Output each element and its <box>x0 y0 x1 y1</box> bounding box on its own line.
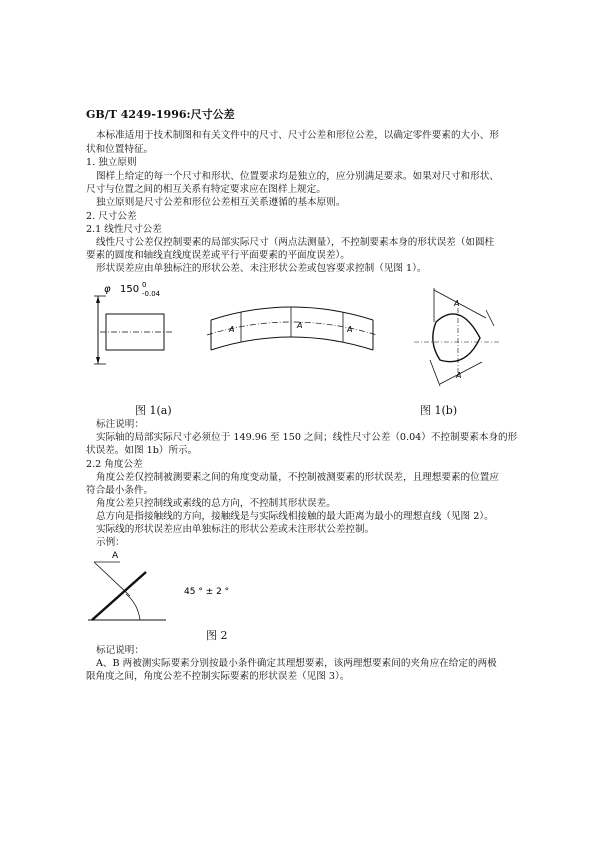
intro-line-1: 本标准适用于技术制图和有关文件中的尺寸、尺寸公差和形位公差，以确定零件要素的大小、形 <box>96 130 499 141</box>
section-1-line-2: 尺寸与位置之间的相互关系有特定要求应在图样上规定。 <box>86 184 326 195</box>
fig2-angle-arc <box>126 594 140 620</box>
intro-line-2: 状和位置特征。 <box>86 144 154 155</box>
fig1b-ext-2 <box>486 310 494 326</box>
section-2-2-line-3: 角度公差只控制线或素线的总方向，不控制其形状误差。 <box>96 498 336 509</box>
section-2-2-heading: 2.2 角度公差 <box>86 459 143 470</box>
figure-1a-dimension <box>90 276 200 376</box>
section-2-2-line-1: 角度公差仅控制被测要素之间的角度变动量，不控制被测要素的形状误差，且理想要素的位置应 <box>96 472 499 483</box>
document-title: GB/T 4249-1996:尺寸公差 <box>86 108 235 121</box>
note-1-line-2: 状误差。如图 1b）所示。 <box>86 445 198 456</box>
figure-1b-lobed-section <box>400 282 510 392</box>
section-2-1-line-2: 要素的圆度和轴线直线度误差或平行平面要素的平面度误差）。 <box>86 250 350 261</box>
fig1b-lobed-outline <box>433 314 480 362</box>
fig1a-dim-symbol: φ <box>104 284 111 295</box>
section-1-heading: 1. 独立原则 <box>86 157 137 168</box>
note-1-heading: 标注说明： <box>96 419 144 430</box>
figure-2-angle <box>86 546 286 626</box>
section-2-1-line-3: 形状误差应由单独标注的形状公差、未注形状公差或包容要求控制（见图 1）。 <box>96 263 427 274</box>
fig2-measured-line <box>92 572 146 620</box>
fig1a-bar-top-edge <box>211 307 373 320</box>
fig2-angle-text: 45 ° ± 2 ° <box>184 587 230 597</box>
section-2-heading: 2. 尺寸公差 <box>86 211 137 222</box>
fig1b-ext-3 <box>430 360 440 386</box>
note-2-heading: 标记说明： <box>96 645 144 656</box>
fig1a-tol-upper: 0 <box>142 281 147 289</box>
fig1b-label-a-2: A <box>456 371 462 380</box>
fig1b-label-a-1: A <box>454 299 460 308</box>
section-2-1-line-1: 线性尺寸公差仅控制要素的局部实际尺寸（两点法测量），不控制要素本身的形状误差（如圆柱 <box>96 237 495 248</box>
example-label: 示例： <box>96 537 125 548</box>
section-2-1-heading: 2.1 线性尺寸公差 <box>86 224 162 235</box>
fig1a-bar-bottom-edge <box>211 337 373 350</box>
note-2-line-2: 限角度之间，角度公差不控制实际要素的形状误差（见图 3）。 <box>86 671 350 682</box>
fig1a-dim-value: 150 <box>120 284 140 295</box>
fig1a-tol-lower: -0.04 <box>142 290 161 298</box>
fig1a-label-a-2: A <box>297 321 303 330</box>
section-1-line-1: 图样上给定的每一个尺寸和形状、位置要求均是独立的，应分别满足要求。如果对尺寸和形状、 <box>96 171 499 182</box>
fig1a-arrow-bottom <box>96 357 100 364</box>
figure-2-caption: 图 2 <box>206 629 228 642</box>
section-2-2-line-4: 总方向是指接触线的方向，接触线是与实际线相接触的最大距离为最小的理想直线（见图 2）。 <box>96 511 494 522</box>
figure-1b-caption: 图 1(b) <box>420 404 458 417</box>
fig1a-label-a-1: A <box>229 325 235 334</box>
section-1-line-3: 独立原则是尺寸公差和形位公差相互关系遵循的基本原则。 <box>96 197 346 208</box>
fig1a-arrow-top <box>96 296 100 303</box>
note-1-line-1: 实际轴的局部实际尺寸必须位于 149.96 至 150 之间；线性尺寸公差（0.04）不控制要素本身的形 <box>96 432 518 443</box>
note-2-line-1: A、B 两被测实际要素分别按最小条件确定其理想要素，该两理想要素间的夹角应在给定的两极 <box>96 658 497 669</box>
fig1b-dim-line-1 <box>434 290 486 318</box>
figure-1a-bent-bar <box>205 292 385 372</box>
fig2-label-a: A <box>112 551 119 561</box>
section-2-2-line-5: 实际线的形状误差应由单独标注的形状公差或未注形状公差控制。 <box>96 524 375 535</box>
fig1a-label-a-3: A <box>347 325 353 334</box>
section-2-2-line-2: 符合最小条件。 <box>86 485 154 496</box>
figure-1a-caption: 图 1(a) <box>135 404 172 417</box>
